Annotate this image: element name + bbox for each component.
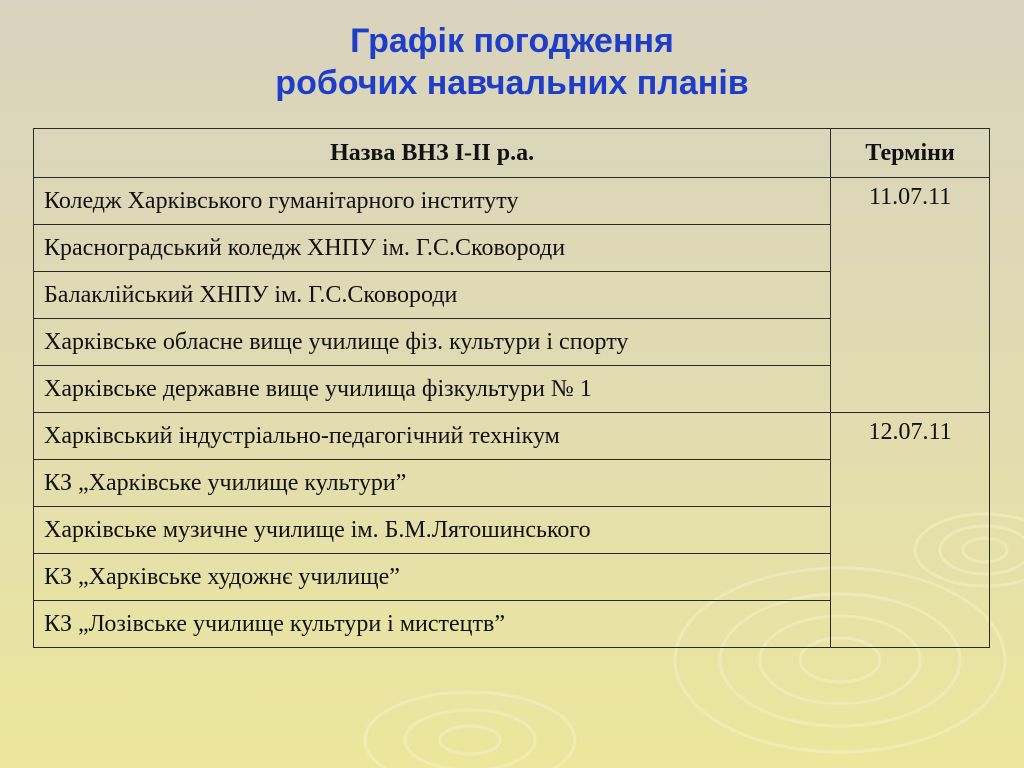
title-line-2: робочих навчальних планів (275, 64, 749, 102)
institution-name: Красноградський коледж ХНПУ ім. Г.С.Сковороди (34, 225, 831, 272)
approval-date: 11.07.11 (831, 178, 990, 413)
table-row (34, 413, 990, 460)
title-line-1: Графік погодження (350, 22, 674, 60)
table-header-row (34, 129, 990, 178)
institution-name: Коледж Харківського гуманітарного інституту (34, 178, 831, 225)
header-dates: Терміни (831, 129, 990, 178)
institution-name: Харківське державне вище училища фізкультури № 1 (34, 366, 831, 413)
institution-name: Балаклійський ХНПУ ім. Г.С.Сковороди (34, 272, 831, 319)
table-row (34, 178, 990, 225)
institution-name: Харківське обласне вище училище фіз. культури і спорту (34, 319, 831, 366)
institution-name: Харківський індустріально-педагогічний технікум (34, 413, 831, 460)
page-title (0, 20, 1024, 104)
schedule-table (33, 128, 990, 648)
approval-date: 12.07.11 (831, 413, 990, 648)
institution-name: КЗ „Харківське училище культури” (34, 460, 831, 507)
institution-name: КЗ „Харківське художнє училище” (34, 554, 831, 601)
institution-name: КЗ „Лозівське училище культури і мистецтв” (34, 601, 831, 648)
institution-name: Харківське музичне училище ім. Б.М.Лятошинського (34, 507, 831, 554)
header-institution-name: Назва ВНЗ І-ІІ р.а. (34, 129, 831, 178)
